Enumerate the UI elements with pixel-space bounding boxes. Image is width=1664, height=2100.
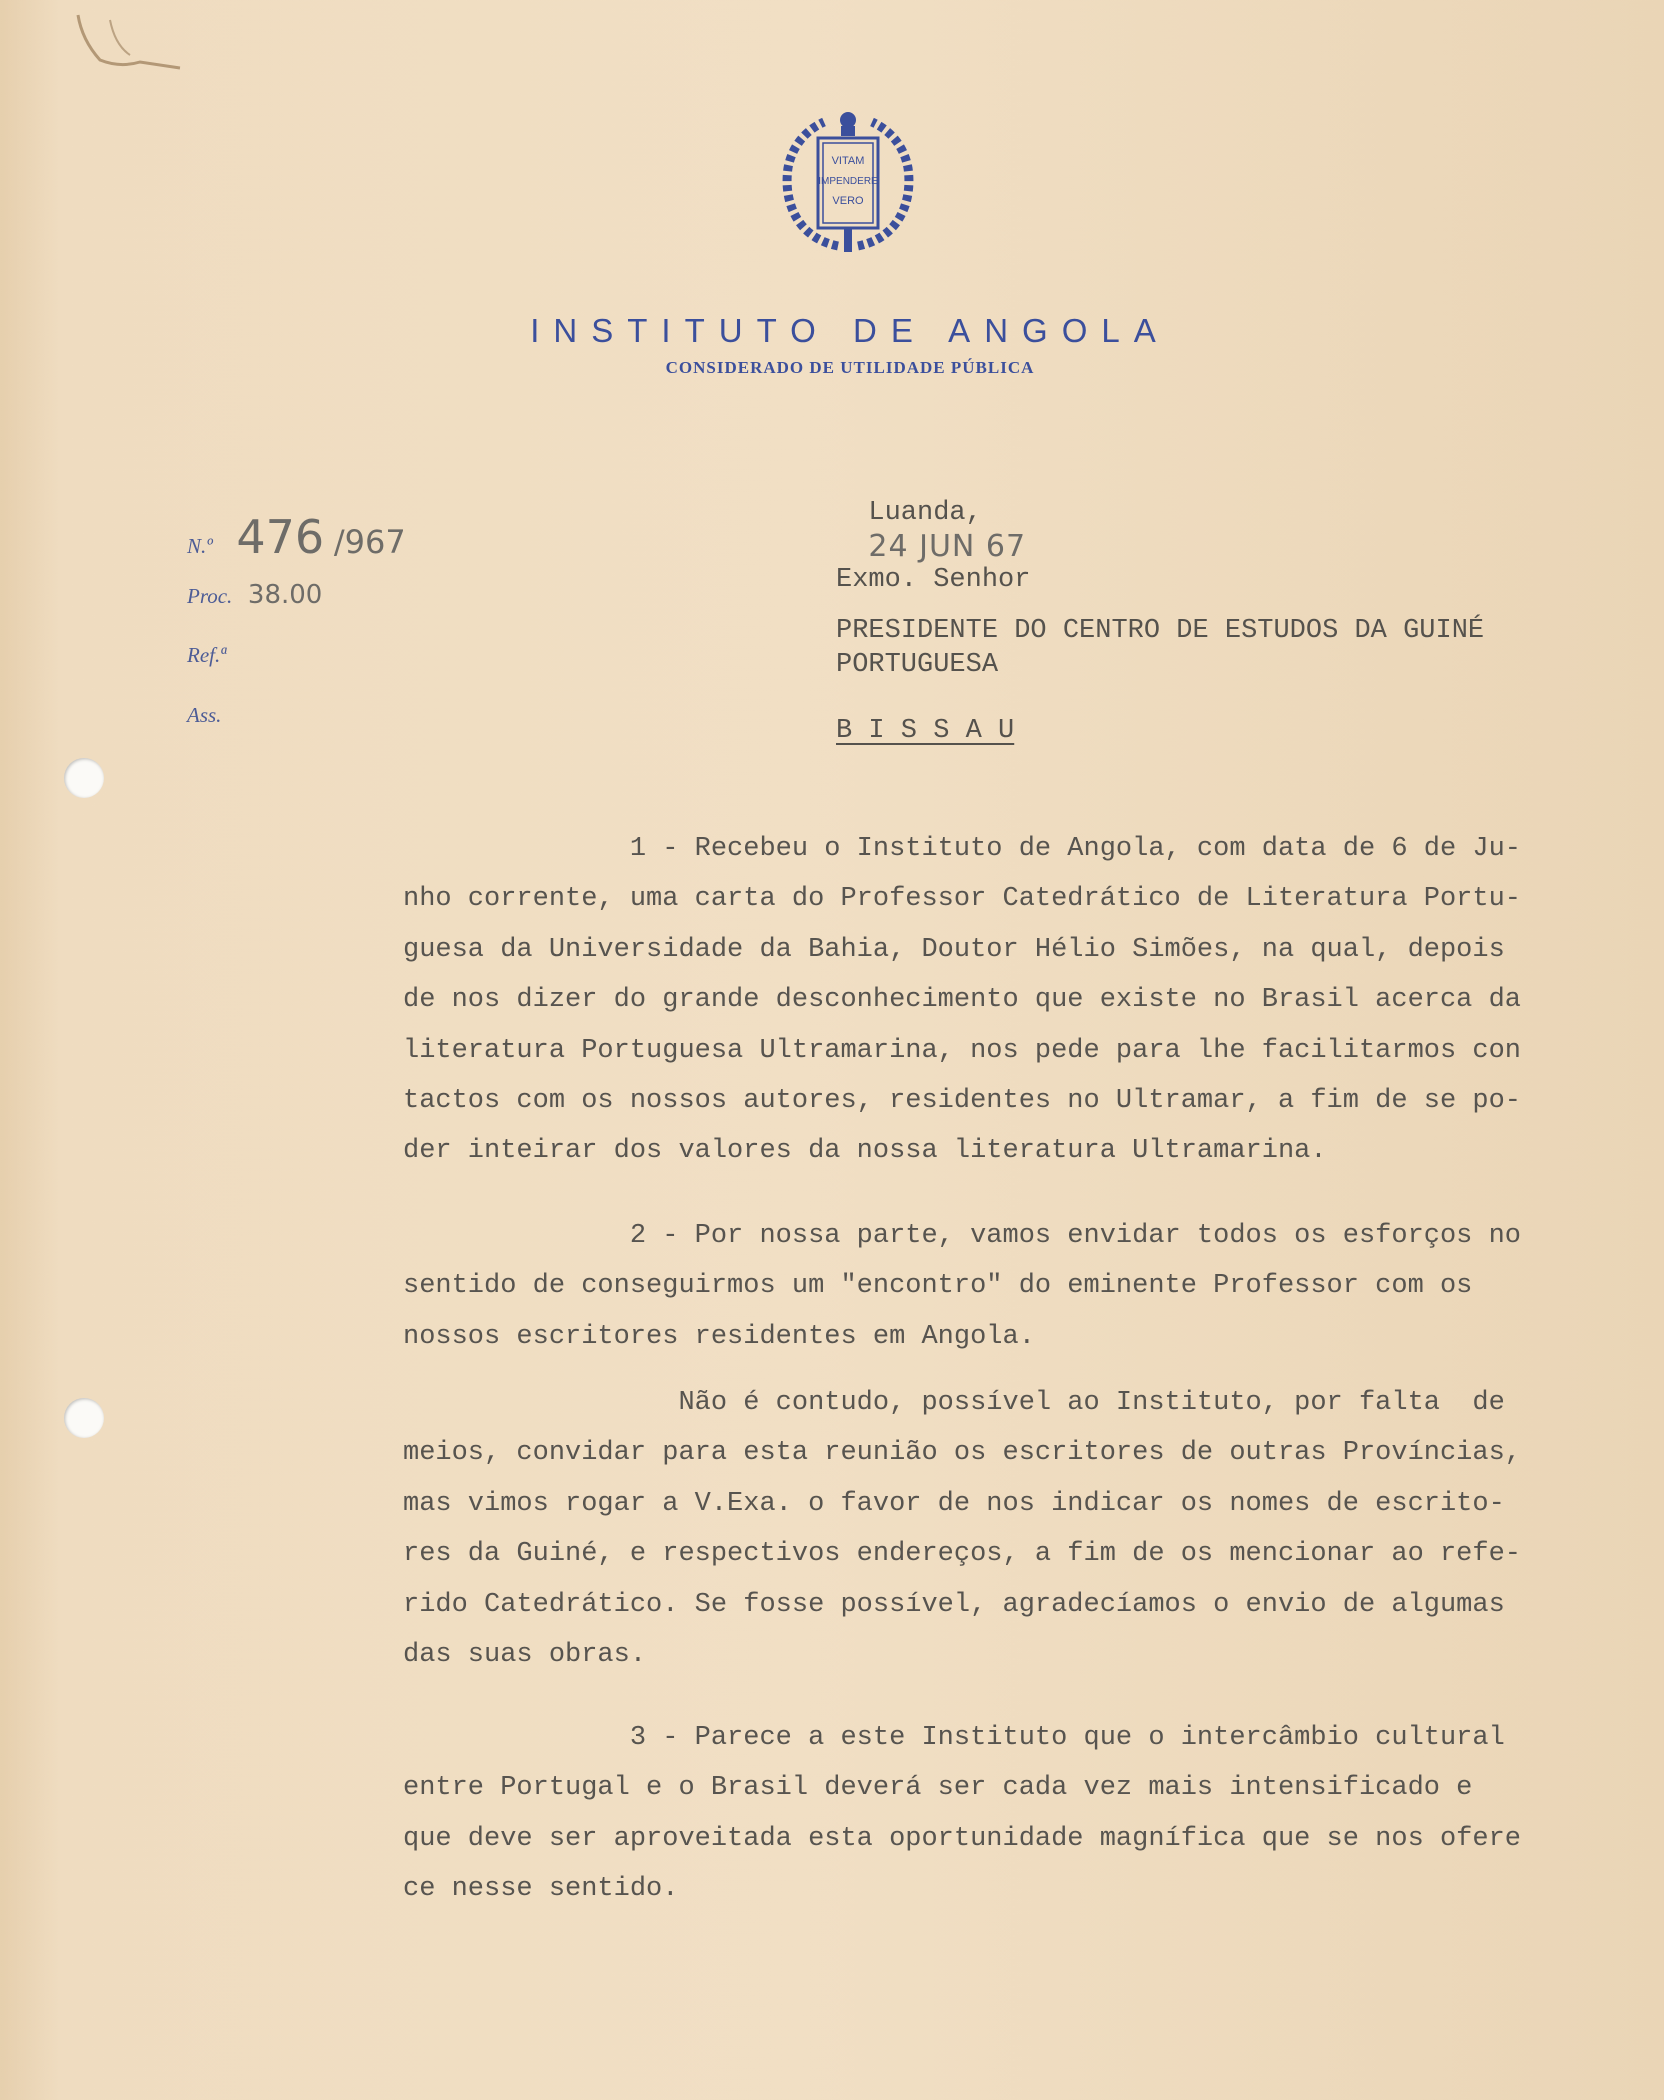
date-stamp: 24 JUN 67 xyxy=(868,529,1027,564)
paragraph-line: ce nesse sentido. xyxy=(403,1874,679,1905)
institute-crest-logo xyxy=(778,108,918,258)
paragraph-3 xyxy=(403,1378,1653,1680)
paragraph-line: das suas obras. xyxy=(403,1640,647,1671)
number-label: N.º xyxy=(187,534,213,558)
institute-subtitle: CONSIDERADO DE UTILIDADE PÚBLICA xyxy=(665,358,1035,377)
number-year: /967 xyxy=(333,523,406,561)
paragraph-line: mas vimos rogar a V.Exa. o favor de nos indicar os nomes de escrito- xyxy=(403,1488,1505,1519)
corner-stain xyxy=(70,10,190,70)
proc-value: 38.00 xyxy=(247,580,323,610)
motto-line-3: VERO xyxy=(832,195,864,207)
paragraph-4 xyxy=(403,1713,1653,1915)
paragraph-line: que deve ser aproveitada esta oportunidade magnífica que se nos ofere xyxy=(403,1823,1521,1854)
paragraph-line: res da Guiné, e respectivos endereços, a fim de os mencionar ao refe- xyxy=(403,1539,1521,1570)
addressee-city: B I S S A U xyxy=(836,716,1015,746)
proc-label: Proc. xyxy=(187,584,233,608)
paragraph-line: Não é contudo, possível ao Instituto, por falta de xyxy=(403,1388,1505,1418)
paragraph-line: 1 - Recebeu o Instituto de Angola, com data de 6 de Ju- xyxy=(403,834,1521,864)
paragraph-line: rido Catedrático. Se fosse possível, agradecíamos o envio de algumas xyxy=(403,1589,1505,1620)
date-line xyxy=(836,462,1026,567)
reference-number xyxy=(187,510,406,564)
paragraph-line: literatura Portuguesa Ultramarina, nos pede para lhe facilitarmos con xyxy=(403,1035,1521,1066)
paragraph-line: de nos dizer do grande desconhecimento que existe no Brasil acerca da xyxy=(403,985,1521,1016)
paragraph-line: der inteirar dos valores da nossa literatura Ultramarina. xyxy=(403,1136,1327,1167)
addressee-salutation: Exmo. Senhor xyxy=(836,565,1031,595)
paragraph-line: sentido de conseguirmos um "encontro" do eminente Professor com os xyxy=(403,1271,1473,1302)
number-value: 476 xyxy=(236,510,325,564)
motto-line-2: IMPENDERE xyxy=(818,176,878,187)
ass-label: Ass. xyxy=(187,703,222,727)
ref-label: Ref.ª xyxy=(187,643,227,667)
paragraph-line: 3 - Parece a este Instituto que o intercâmbio cultural xyxy=(403,1723,1505,1753)
paragraph-2 xyxy=(403,1211,1653,1362)
paragraph-line: tactos com os nossos autores, residentes no Ultramar, a fim de se po- xyxy=(403,1086,1521,1117)
paragraph-line: entre Portugal e o Brasil deverá ser cada vez mais intensificado e xyxy=(403,1773,1473,1804)
addressee-line-2: PORTUGUESA xyxy=(836,650,999,680)
motto-line-1: VITAM xyxy=(831,155,865,167)
date-place: Luanda, xyxy=(868,498,982,528)
proc-line xyxy=(187,580,322,610)
paragraph-line: 2 - Por nossa parte, vamos envidar todos os esforços no xyxy=(403,1221,1521,1251)
addressee-line-1: PRESIDENTE DO CENTRO DE ESTUDOS DA GUINÉ xyxy=(836,616,1485,646)
punch-hole-bottom xyxy=(64,1398,104,1438)
institute-name: INSTITUTO DE ANGOLA xyxy=(530,312,1170,349)
punch-hole-top xyxy=(64,758,104,798)
paragraph-1 xyxy=(403,824,1653,1177)
paragraph-line: guesa da Universidade da Bahia, Doutor Hélio Simões, na qual, depois xyxy=(403,934,1505,965)
paragraph-line: nossos escritores residentes em Angola. xyxy=(403,1321,1035,1352)
paragraph-line: meios, convidar para esta reunião os escritores de outras Províncias, xyxy=(403,1438,1521,1469)
paragraph-line: nho corrente, uma carta do Professor Catedrático de Literatura Portu- xyxy=(403,884,1521,915)
